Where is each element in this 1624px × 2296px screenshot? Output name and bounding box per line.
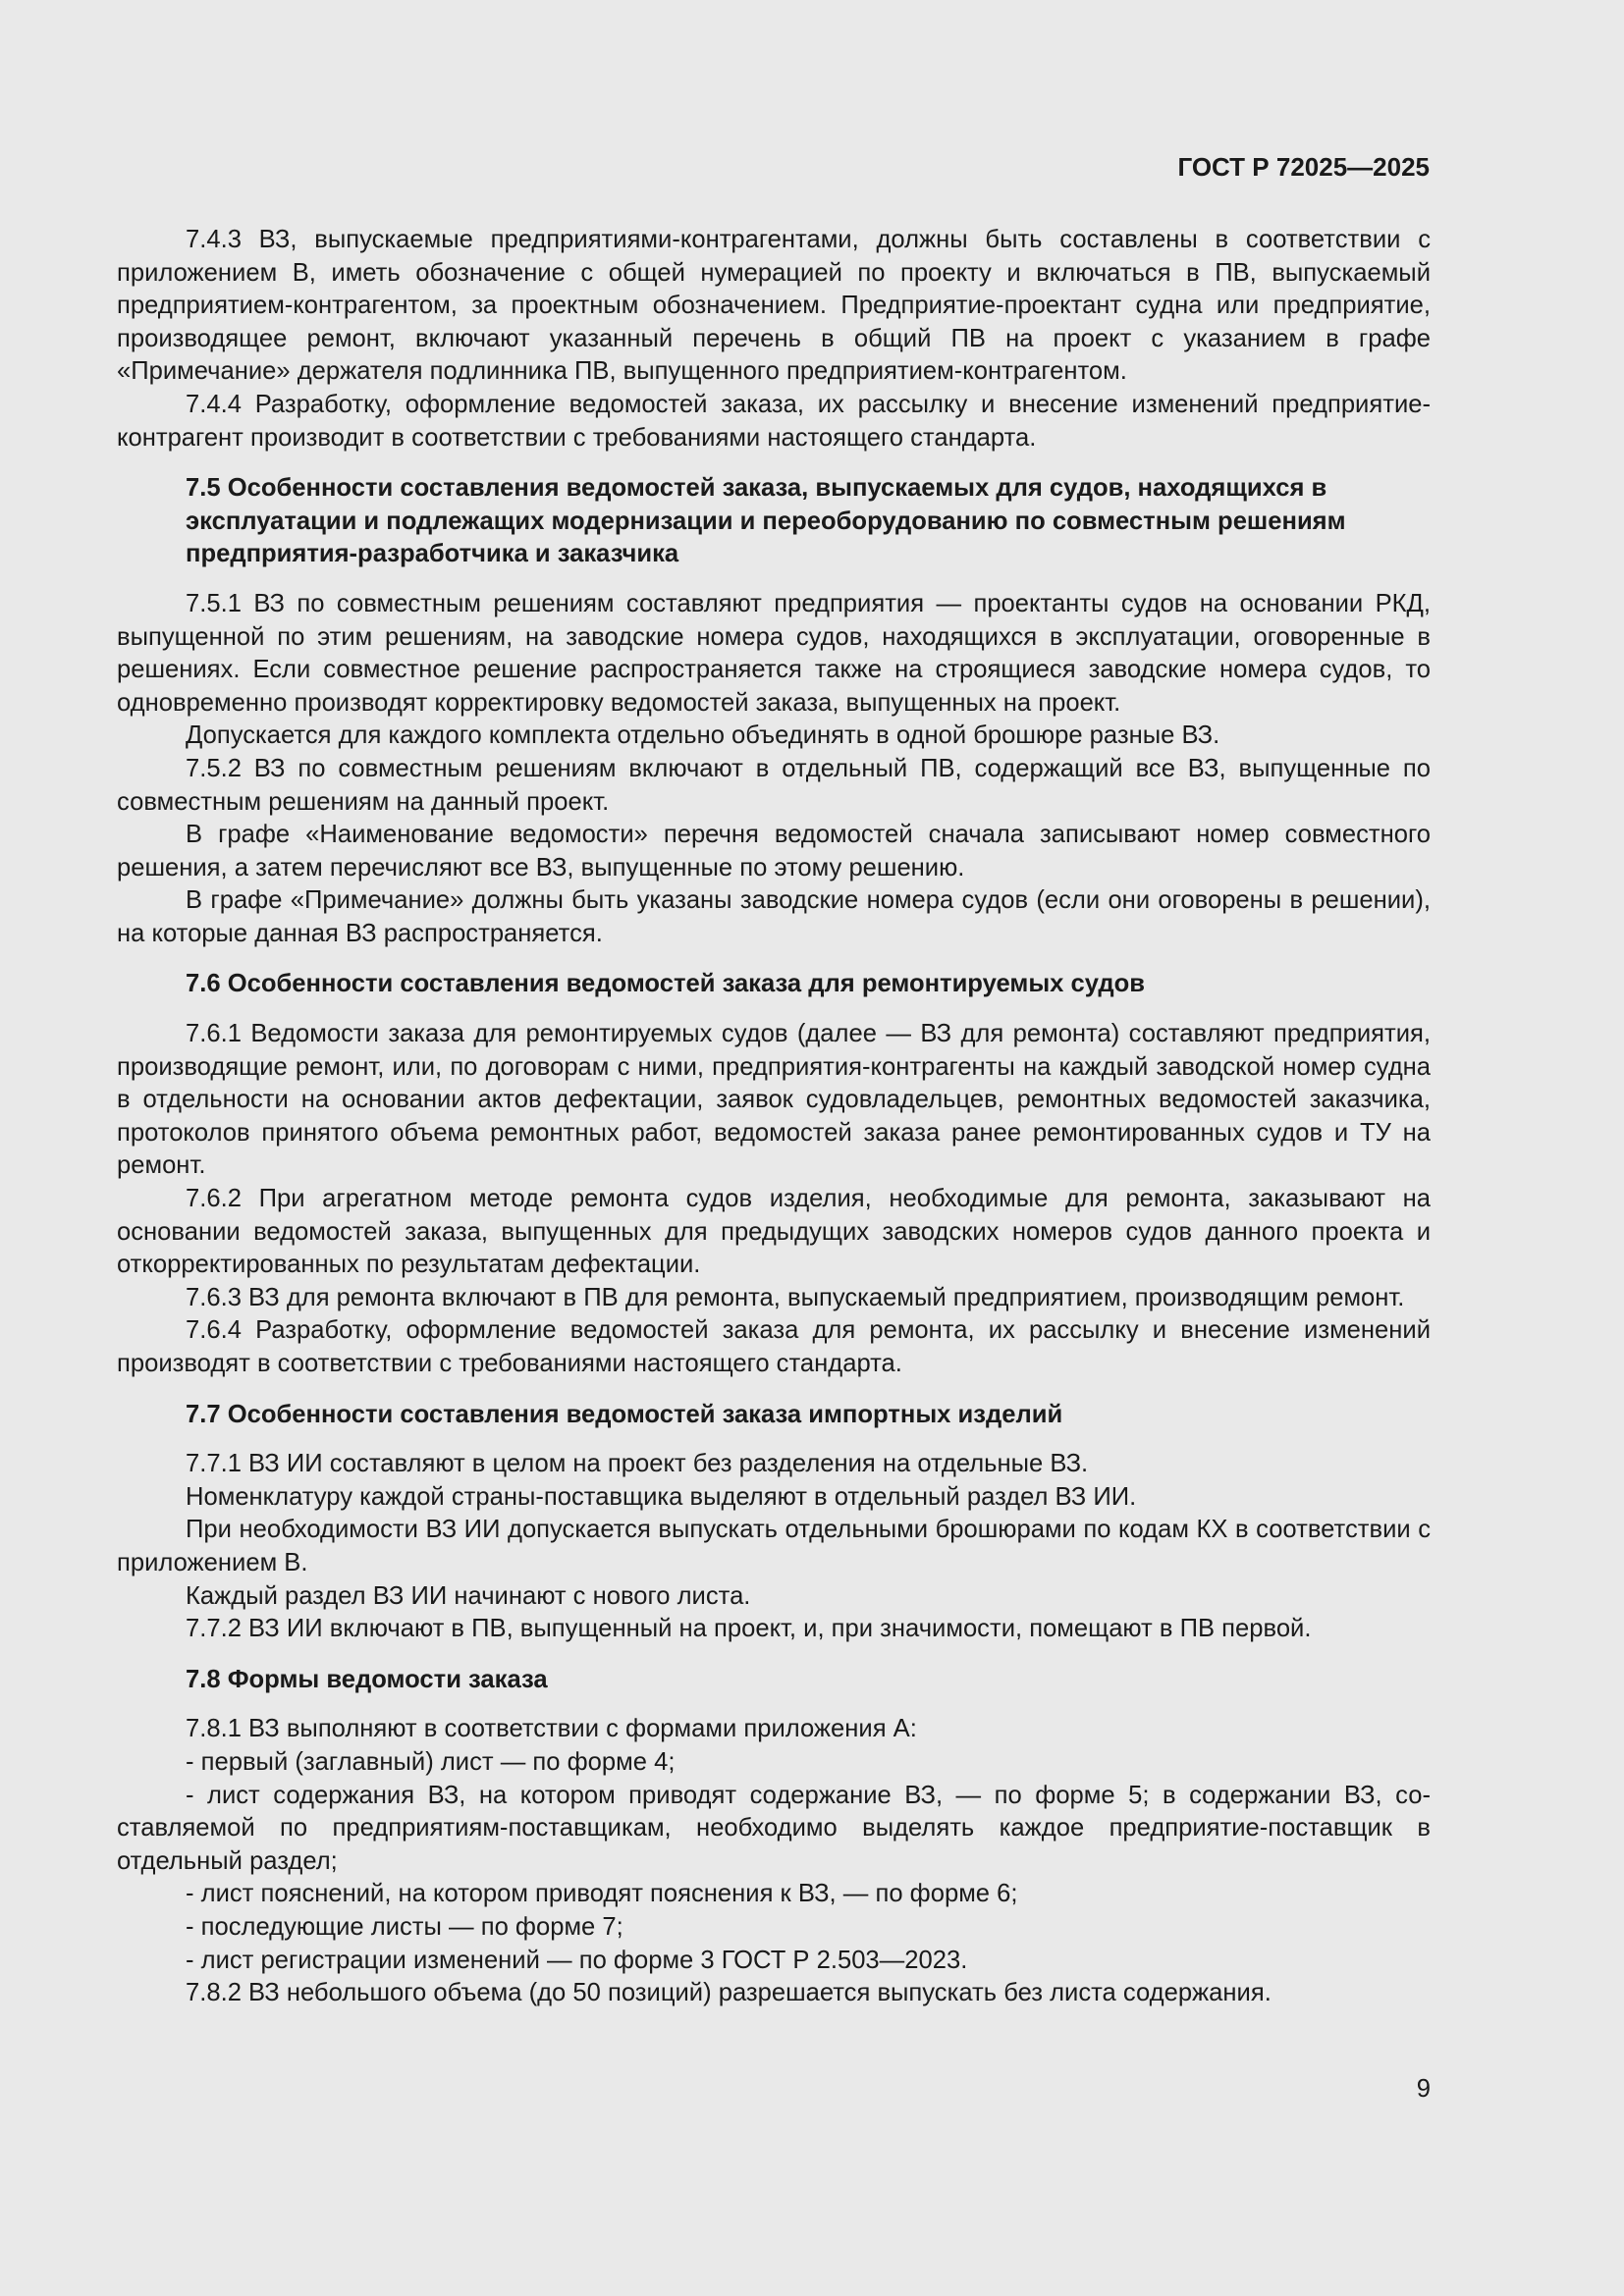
list-item: - лист регистрации изменений — по форме 3 ГОСТ Р 2.503—2023. — [186, 1946, 968, 1974]
paragraph-7-6-2: 7.6.2 При агрегатном методе ремонта судов изделия, необходимые для ремонта, заказывают на основании ведомостей заказа, выпущенных для предыдущих заводских номеров судов данного проекта и откорректированных по результатам дефектации. — [117, 1185, 1431, 1279]
paragraph: В графе «Примечание» должны быть указаны заводские номера судов (если они оговорены в решении), на которые данная ВЗ распространяется. — [117, 886, 1431, 947]
paragraph-7-7-2: 7.7.2 ВЗ ИИ включают в ПВ, выпущенный на проект, и, при значимости, помещают в ПВ первой. — [186, 1615, 1312, 1643]
list-item: - первый (заглавный) лист — по форме 4; — [186, 1747, 676, 1776]
paragraph: Допускается для каждого комплекта отдельно объединять в одной брошюре разные ВЗ. — [186, 721, 1220, 750]
paragraph-7-5-1: 7.5.1 ВЗ по совместным решениям составляют предприятия — проектанты судов на основании РКД, выпущенной по этим решениям, на заводские номера судов, находящихся в эксплуатации, оговоренные в решениях. Если совместное решение распространяется также на строящиеся заводские номера судов, то одновременно производят корректировку ведомостей заказа, выпущенных на проект. — [117, 589, 1431, 717]
paragraph-7-8-2: 7.8.2 ВЗ небольшого объема (до 50 позиций) разрешается выпускать без листа содержания. — [186, 1979, 1272, 2007]
paragraph: Номенклатуру каждой страны-поставщика выделяют в отдельный раздел ВЗ ИИ. — [186, 1482, 1137, 1511]
paragraph-7-6-4: 7.6.4 Разработку, оформление ведомостей заказа для ремонта, их рассылку и внесение изменений производят в соответствии с требованиями настоящего стандарта. — [117, 1316, 1431, 1377]
paragraph-7-8-1: 7.8.1 ВЗ выполняют в соответствии с формами приложения А: — [186, 1715, 917, 1743]
document-header: ГОСТ Р 72025—2025 — [1177, 152, 1430, 182]
paragraph-7-4-4: 7.4.4 Разработку, оформление ведомостей заказа, их рассылку и внесение изменений предприятие-контрагент производит в соответствии с требованиями настоящего стандарта. — [117, 390, 1431, 452]
list-item: - лист пояснений, на котором приводят пояснения к ВЗ, — по форме 6; — [186, 1880, 1018, 1908]
paragraph-7-7-1: 7.7.1 ВЗ ИИ составляют в целом на проект без разделения на отдельные ВЗ. — [186, 1450, 1089, 1478]
paragraph: Каждый раздел ВЗ ИИ начинают с нового листа. — [186, 1581, 751, 1610]
section-heading-7-5: 7.5 Особенности составления ведомостей заказа, выпускаемых для судов, находящихся в эксплуатации и подлежащих модернизации и переоборудованию по совместным решениям предприятия-разработчика и заказчика — [186, 474, 1346, 568]
document-body — [117, 224, 1431, 2010]
list-item: - последующие листы — по форме 7; — [186, 1912, 623, 1941]
paragraph: В графе «Наименование ведомости» перечня ведомостей сначала записывают номер совместного решения, а затем перечисляют все ВЗ, выпущенные по этому решению. — [117, 821, 1431, 881]
paragraph-7-5-2: 7.5.2 ВЗ по совместным решениям включают в отдельный ПВ, содержащий все ВЗ, выпущенные по совместным решениям на данный проект. — [117, 754, 1431, 816]
paragraph-7-6-1: 7.6.1 Ведомости заказа для ремонтируемых судов (далее — ВЗ для ремонта) составляют предприятия, производящие ремонт, или, по договорам с ними, предприятия-контрагенты на каждый заводской номер судна в отдельности на основании актов дефектации, заявок судовладельцев, ремонтных ведомостей заказчика, протоколов принятого объема ремонтных работ, ведомостей заказа ранее ремонтированных судов и ТУ на ремонт. — [117, 1020, 1431, 1180]
paragraph-7-6-3: 7.6.3 ВЗ для ремонта включают в ПВ для ремонта, выпускаемый предприятием, производящим ремонт. — [186, 1283, 1405, 1311]
paragraph: При необходимости ВЗ ИИ допускается выпускать отдельными брошюрами по кодам КХ в соответствии с приложением В. — [117, 1516, 1431, 1576]
list-item: - лист содержания ВЗ, на котором приводят содержание ВЗ, — по форме 5; в содержании ВЗ, составляемой по предприятиям-поставщикам, необходимо выделять каждое предприятие-поставщик в отдельный раздел; — [117, 1781, 1431, 1875]
paragraph-7-4-3: 7.4.3 ВЗ, выпускаемые предприятиями-контрагентами, должны быть составлены в соответствии с приложением В, иметь обозначение с общей нумерацией по проекту и включаться в ПВ, выпускаемый предприятием-контрагентом, за проектным обозначением. Предприятие-проектант судна или предприятие, производящее ремонт, включают указанный перечень в общий ПВ на проект с указанием в графе «Примечание» держателя подлинника ПВ, выпущенного предприятием-контрагентом. — [117, 226, 1431, 386]
section-heading-7-8: 7.8 Формы ведомости заказа — [186, 1665, 548, 1693]
section-heading-7-7: 7.7 Особенности составления ведомостей заказа импортных изделий — [186, 1400, 1063, 1428]
page-number: 9 — [1416, 2075, 1431, 2103]
section-heading-7-6: 7.6 Особенности составления ведомостей заказа для ремонтируемых судов — [186, 970, 1145, 998]
